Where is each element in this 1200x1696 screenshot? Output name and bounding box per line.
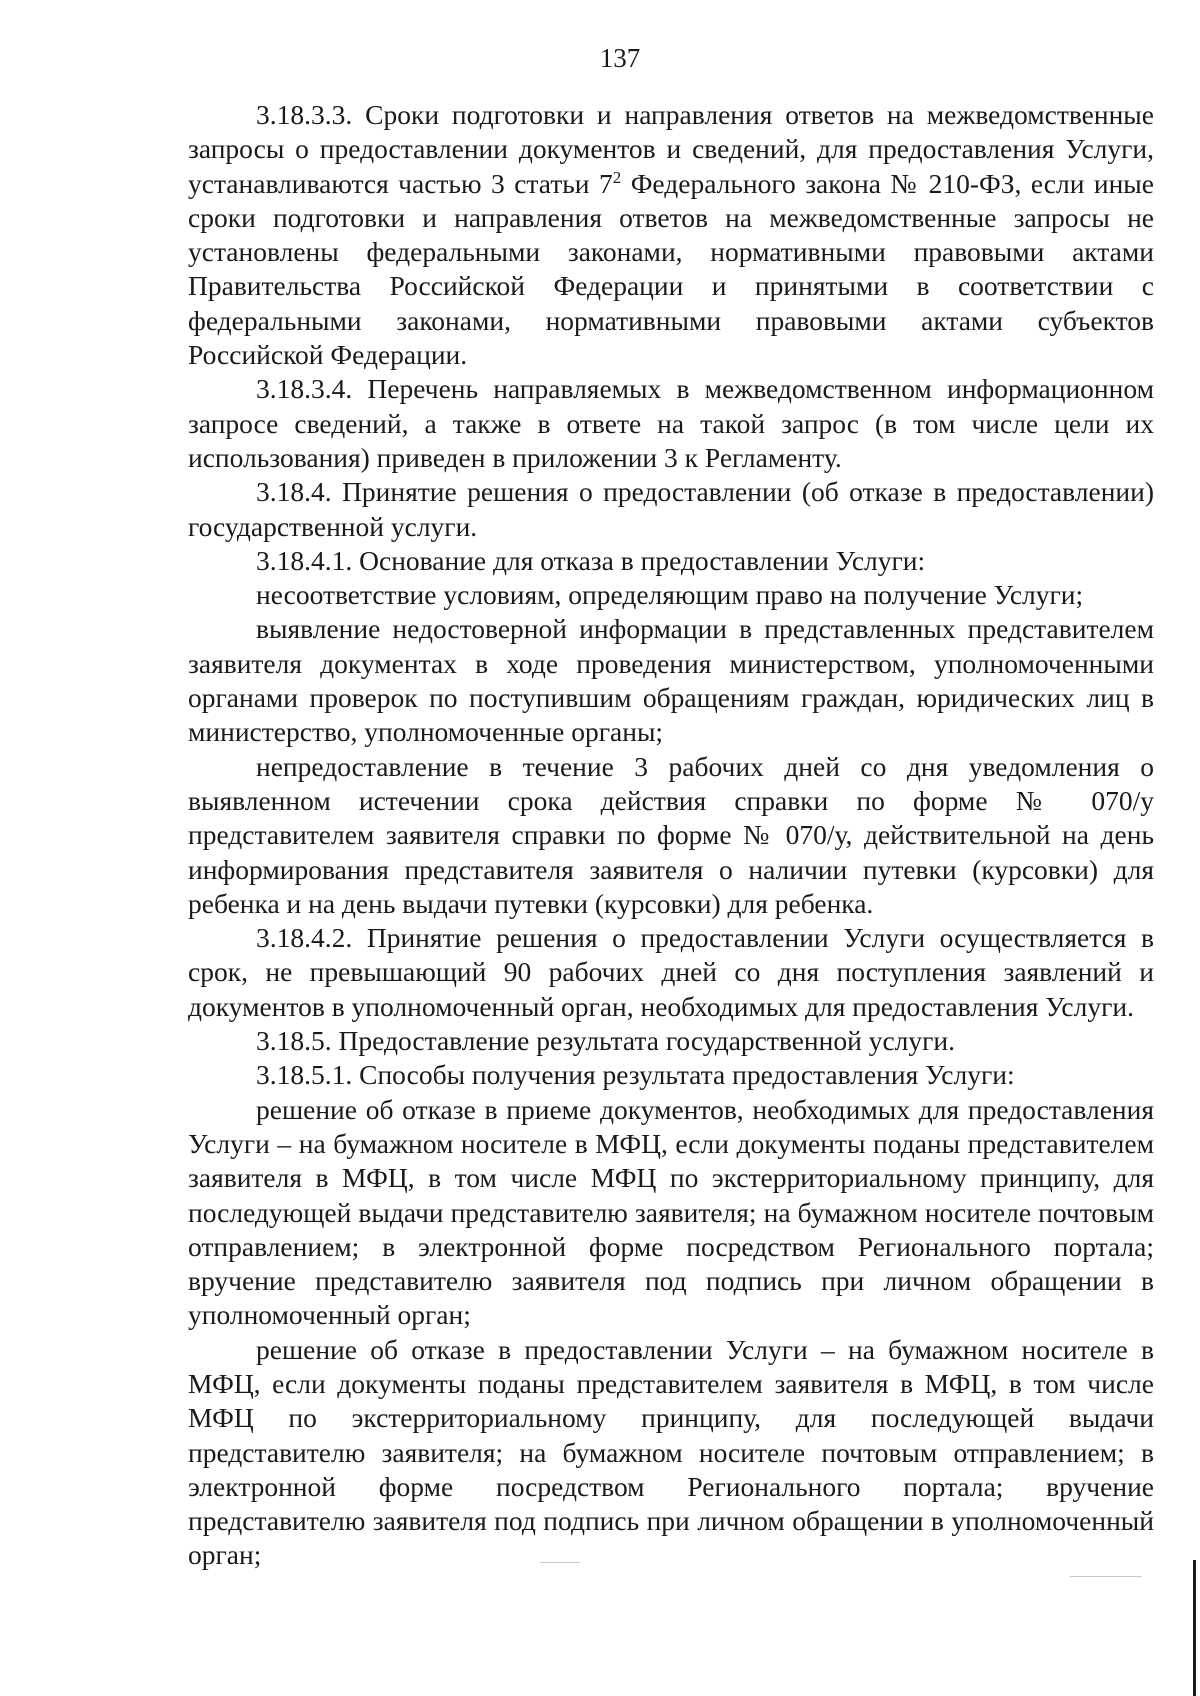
- paragraph-3-18-5-1: 3.18.5.1. Способы получения результата предоставления Услуги:: [256, 1059, 1015, 1091]
- paragraph-refusal-ground-3: непредоставление в течение 3 рабочих дней со дня уведомления о выявленном истечении срока действия справки по форме № 070/у представителем заявителя справки по форме № 070/у, действительной на день информирования представителя заявителя о наличии путевки (курсовки) для ребенка и на день выдачи путевки (курсовки) для ребенка.: [188, 750, 1154, 919]
- superscript: 2: [612, 167, 622, 187]
- paragraph-3-18-4: 3.18.4. Принятие решения о предоставлении (об отказе в предоставлении) государственной услуги.: [188, 476, 1154, 542]
- paragraph-result-method-2: решение об отказе в предоставлении Услуги – на бумажном носителе в МФЦ, если документы поданы представителем заявителя в МФЦ, в том числе МФЦ по экстерриториальному принципу, для последующей выдачи представителю заявителя; на бумажном носителе почтовым отправлением; в электронной форме посредством Регионального портала; вручение представителю заявителя под подпись при личном обращении в уполномоченный орган;: [188, 1333, 1154, 1571]
- paragraph-result-method-1: решение об отказе в приеме документов, необходимых для предоставления Услуги – на бумажном носителе в МФЦ, если документы поданы представителем заявителя в МФЦ, в том числе МФЦ по экстерриториальному принципу, для последующей выдачи представителю заявителя; на бумажном носителе почтовым отправлением; в электронной форме посредством Регионального портала; вручение представителю заявителя под подпись при личном обращении в уполномоченный орган;: [188, 1093, 1154, 1331]
- paragraph-text-continued: Федерального закона № 210-ФЗ, если иные сроки подготовки и направления ответов на межведомственные запросы не установлены федеральными законами, нормативными правовыми актами Правительства Российской Федерации и принятыми в соответствии с федеральными законами, нормативными правовыми актами субъектов Российской Федерации.: [188, 167, 1154, 371]
- page-number: 137: [599, 43, 641, 73]
- scan-speck: [1070, 1576, 1142, 1577]
- paragraph-refusal-ground-2: выявление недостоверной информации в представленных представителем заявителя документах в ходе проведения министерством, уполномоченными органами проверок по поступившим обращениям граждан, юридических лиц в министерство, уполномоченные органы;: [188, 613, 1154, 748]
- paragraph-refusal-ground-1: несоответствие условиям, определяющим право на получение Услуги;: [256, 579, 1084, 611]
- document-body: [188, 98, 1154, 1573]
- paragraph-3-18-3-3: [188, 98, 1154, 372]
- scan-edge-mark: [1193, 1560, 1196, 1696]
- scan-speck: [540, 1562, 580, 1563]
- paragraph-3-18-5: 3.18.5. Предоставление результата государственной услуги.: [256, 1025, 955, 1057]
- paragraph-text: 3.18.3.3. Сроки подготовки и направления ответов на межведомственные запросы о предоставлении документов и сведений, для предоставления Услуги, устанавливаются частью 3 статьи 7: [188, 99, 1154, 199]
- paragraph-3-18-3-4: 3.18.3.4. Перечень направляемых в межведомственном информационном запросе сведений, а также в ответе на такой запрос (в том числе цели их использования) приведен в приложении 3 к Регламенту.: [188, 373, 1154, 473]
- paragraph-3-18-4-2: 3.18.4.2. Принятие решения о предоставлении Услуги осуществляется в срок, не превышающий 90 рабочих дней со дня поступления заявлений и документов в уполномоченный орган, необходимых для предоставления Услуги.: [188, 922, 1154, 1022]
- paragraph-3-18-4-1: 3.18.4.1. Основание для отказа в предоставлении Услуги:: [256, 544, 926, 576]
